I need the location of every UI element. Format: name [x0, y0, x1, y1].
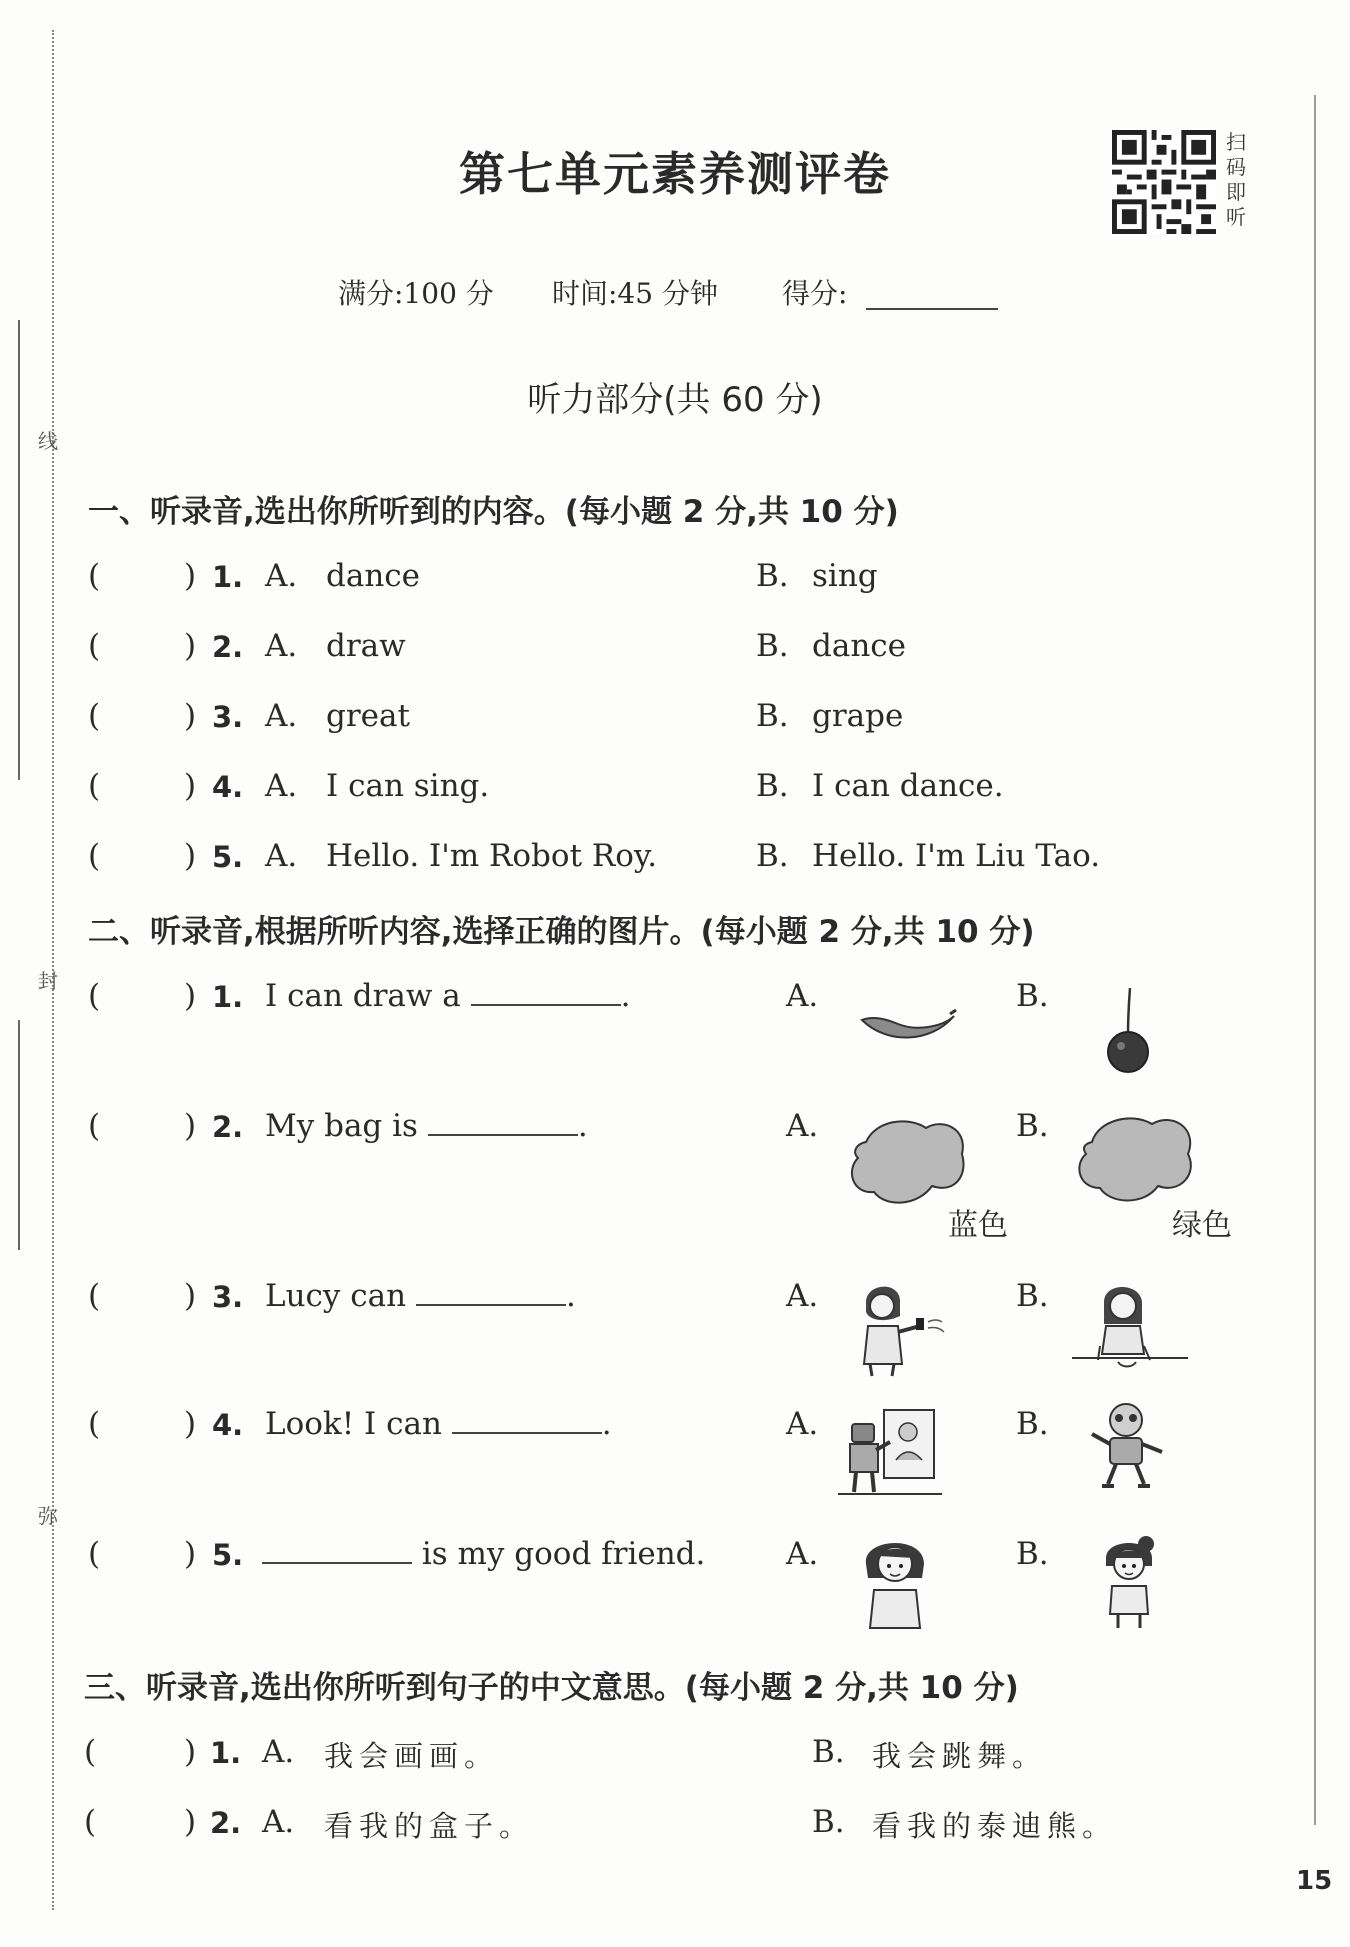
answer-paren-left[interactable]: (: [88, 768, 101, 804]
full-score: 满分:100 分: [338, 277, 494, 310]
sentence-prompt: Lucy can .: [265, 1278, 576, 1314]
banana-picture[interactable]: [858, 1004, 958, 1052]
answer-paren-right: ): [184, 1536, 197, 1572]
girl-portrait-picture[interactable]: [860, 1534, 930, 1630]
answer-paren-right: ): [184, 978, 197, 1014]
page-number: 15: [1296, 1866, 1333, 1896]
margin-char-xian: 线: [38, 429, 58, 453]
margin-char-feng: 封: [38, 969, 58, 993]
option-b-letter: B.: [812, 1804, 845, 1840]
option-a-letter: A.: [786, 1108, 819, 1144]
girl-singing-picture[interactable]: [858, 1282, 948, 1378]
exam-time: 时间:45 分钟: [552, 277, 718, 310]
answer-paren-left[interactable]: (: [88, 978, 101, 1014]
option-a-letter: A.: [265, 698, 298, 734]
option-b-letter: B.: [1016, 978, 1049, 1014]
answer-paren-left[interactable]: (: [84, 1734, 97, 1770]
option-a-letter: A.: [265, 558, 298, 594]
answer-paren-left[interactable]: (: [88, 558, 101, 594]
fill-blank[interactable]: [428, 1108, 578, 1136]
sentence-prompt: is my good friend.: [262, 1536, 705, 1572]
item-number: 2.: [212, 630, 244, 664]
option-a-text: I can sing.: [326, 768, 490, 804]
option-b-text: dance: [812, 628, 906, 664]
sentence-prompt: My bag is .: [265, 1108, 588, 1144]
answer-paren-right: ): [184, 1278, 197, 1314]
item-number: 2.: [210, 1806, 242, 1840]
item-number: 3.: [212, 700, 244, 734]
option-b-text: Hello. I'm Liu Tao.: [812, 838, 1101, 874]
answer-paren-right: ): [184, 1734, 197, 1770]
margin-char-mi: 弥: [38, 1504, 58, 1528]
option-b-letter: B.: [756, 768, 789, 804]
option-a-text: 看我的盒子。: [324, 1809, 535, 1843]
page-title: 第七单元素养测评卷: [459, 147, 891, 201]
fill-blank[interactable]: [452, 1406, 602, 1434]
cherry-picture[interactable]: [1104, 984, 1154, 1076]
option-a-text: great: [326, 698, 410, 734]
section1-heading: 一、听录音,选出你所听到的内容。(每小题 2 分,共 10 分): [88, 494, 899, 530]
margin-rule-bottom: [18, 1020, 20, 1250]
qr-code-icon[interactable]: [1112, 130, 1216, 234]
option-b-letter: B.: [812, 1734, 845, 1770]
option-a-letter: A.: [265, 838, 298, 874]
option-a-letter: A.: [262, 1734, 295, 1770]
option-b-letter: B.: [756, 558, 789, 594]
option-b-letter: B.: [1016, 1108, 1049, 1144]
sentence-prompt: Look! I can .: [265, 1406, 612, 1442]
option-a-letter: A.: [786, 1406, 819, 1442]
option-a-letter: A.: [265, 768, 298, 804]
option-b-letter: B.: [1016, 1536, 1049, 1572]
blue-paint-blob-picture[interactable]: [846, 1114, 970, 1210]
listening-part-title: 听力部分(共 60 分): [527, 380, 823, 420]
option-b-text: 看我的泰迪熊。: [872, 1809, 1118, 1843]
item-number: 4.: [212, 1408, 244, 1442]
option-b-text: grape: [812, 698, 904, 734]
option-a-letter: A.: [786, 978, 819, 1014]
option-a-text: Hello. I'm Robot Roy.: [326, 838, 658, 874]
option-b-text: 我会跳舞。: [872, 1739, 1048, 1773]
option-b-letter: B.: [756, 628, 789, 664]
item-number: 5.: [212, 840, 244, 874]
blue-caption: 蓝色: [948, 1208, 1008, 1243]
fill-blank[interactable]: [416, 1278, 566, 1306]
option-a-text: 我会画画。: [324, 1739, 500, 1773]
option-b-letter: B.: [1016, 1278, 1049, 1314]
option-b-text: sing: [812, 558, 878, 594]
fill-blank[interactable]: [262, 1536, 412, 1564]
score-input-line[interactable]: [866, 308, 998, 310]
answer-paren-left[interactable]: (: [88, 1278, 101, 1314]
answer-paren-left[interactable]: (: [88, 628, 101, 664]
green-paint-blob-picture[interactable]: [1074, 1112, 1198, 1208]
item-number: 1.: [212, 560, 244, 594]
girl-drawing-picture[interactable]: [1070, 1280, 1190, 1376]
answer-paren-left[interactable]: (: [88, 1406, 101, 1442]
right-margin-rule: [1314, 95, 1316, 1825]
green-caption: 绿色: [1172, 1208, 1232, 1243]
option-a-text: draw: [326, 628, 406, 664]
item-number: 1.: [212, 980, 244, 1014]
option-a-text: dance: [326, 558, 420, 594]
option-a-letter: A.: [786, 1278, 819, 1314]
item-number: 3.: [212, 1280, 244, 1314]
item-number: 5.: [212, 1538, 244, 1572]
section2-heading: 二、听录音,根据所听内容,选择正确的图片。(每小题 2 分,共 10 分): [88, 914, 1035, 950]
sentence-prompt: I can draw a .: [265, 978, 631, 1014]
option-b-letter: B.: [756, 698, 789, 734]
fill-blank[interactable]: [471, 978, 621, 1006]
section3-heading: 三、听录音,选出你所听到句子的中文意思。(每小题 2 分,共 10 分): [84, 1670, 1019, 1706]
answer-paren-right: ): [184, 698, 197, 734]
answer-paren-right: ): [184, 1108, 197, 1144]
answer-paren-right: ): [184, 558, 197, 594]
answer-paren-left[interactable]: (: [88, 1536, 101, 1572]
item-number: 1.: [210, 1736, 242, 1770]
answer-paren-right: ): [184, 1406, 197, 1442]
girl-ponytail-picture[interactable]: [1098, 1534, 1160, 1630]
answer-paren-right: ): [184, 1804, 197, 1840]
option-a-letter: A.: [265, 628, 298, 664]
answer-paren-left[interactable]: (: [88, 1108, 101, 1144]
qr-label: 扫 码 即 听: [1226, 130, 1246, 229]
option-b-letter: B.: [756, 838, 789, 874]
answer-paren-left[interactable]: (: [88, 838, 101, 874]
option-b-letter: B.: [1016, 1406, 1049, 1442]
answer-paren-left[interactable]: (: [84, 1804, 97, 1840]
option-a-letter: A.: [262, 1804, 295, 1840]
robot-drawing-picture[interactable]: [838, 1404, 942, 1500]
option-a-letter: A.: [786, 1536, 819, 1572]
item-number: 2.: [212, 1110, 244, 1144]
score-label: 得分:: [782, 277, 848, 310]
answer-paren-right: ): [184, 768, 197, 804]
robot-dancing-picture[interactable]: [1084, 1398, 1170, 1494]
answer-paren-right: ): [184, 838, 197, 874]
item-number: 4.: [212, 770, 244, 804]
answer-paren-right: ): [184, 628, 197, 664]
option-b-text: I can dance.: [812, 768, 1004, 804]
answer-paren-left[interactable]: (: [88, 698, 101, 734]
